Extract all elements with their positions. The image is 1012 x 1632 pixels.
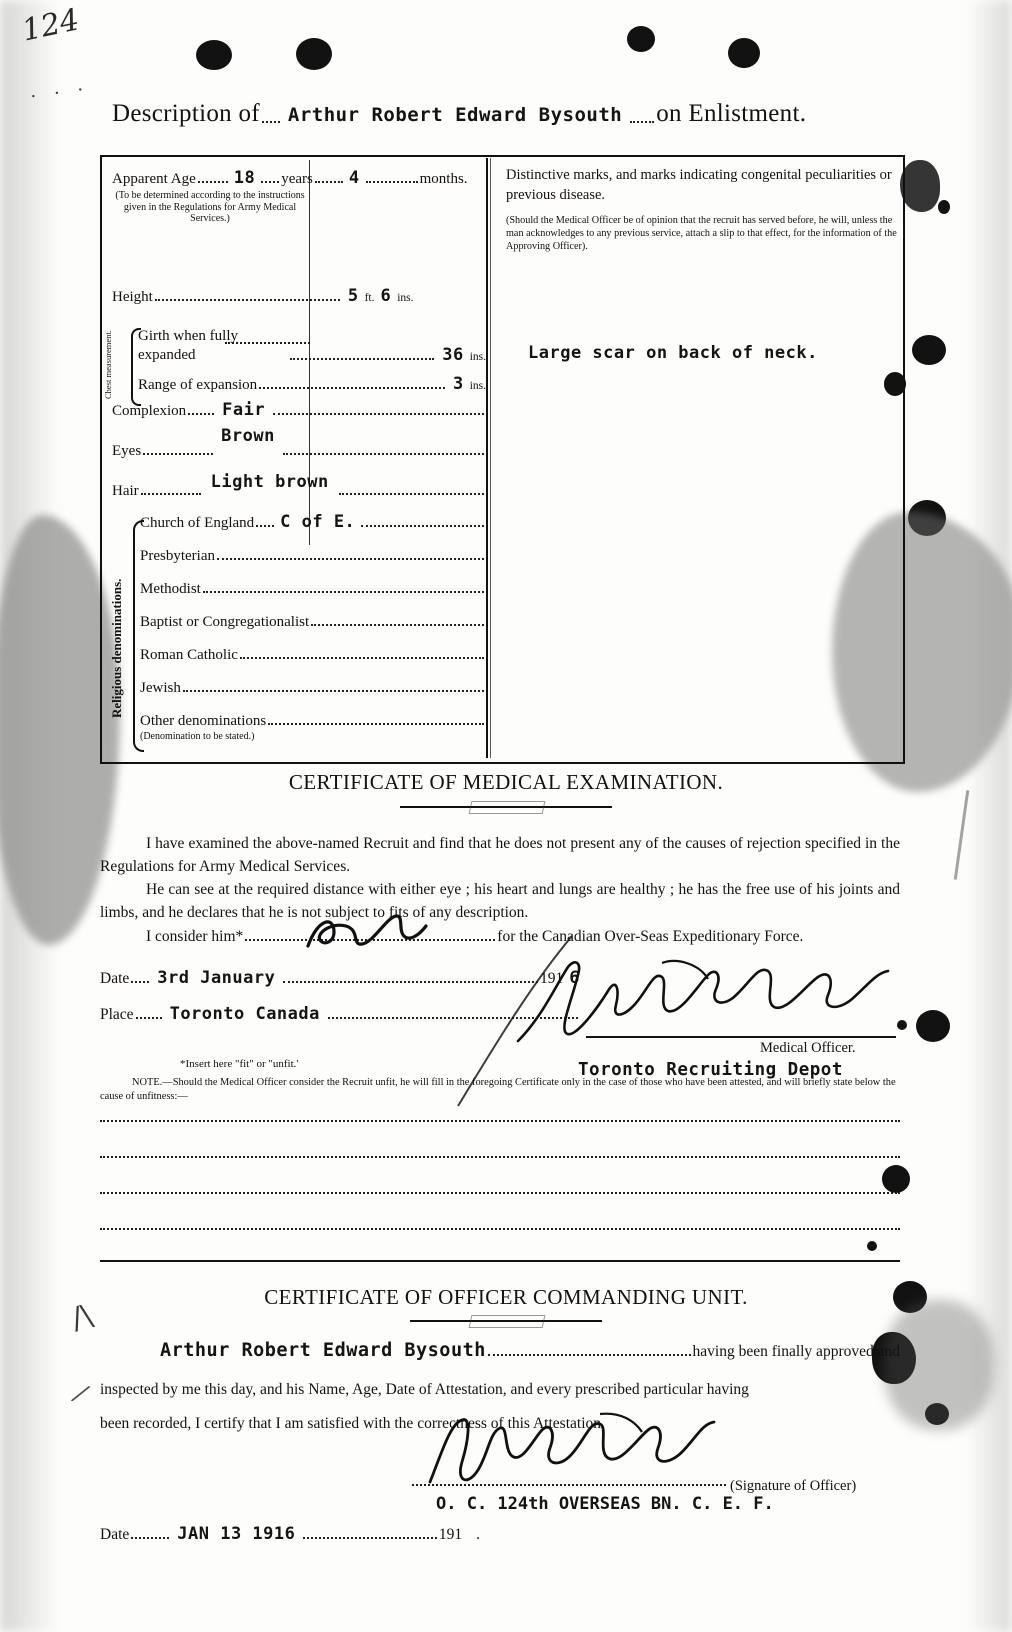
- officer-signature-line: [412, 1484, 726, 1486]
- consider-prefix: I consider him*: [146, 928, 244, 945]
- religion-label-jewish: Jewish: [140, 680, 181, 696]
- medical-paragraph-1: I have examined the above-named Recruit and find that he does not present any of the causes of rejection specified in the Regulations for Army Medical Services.: [100, 835, 900, 876]
- blank-line: [100, 1228, 900, 1230]
- distinctive-marks-value: Large scar on back of neck.: [528, 343, 818, 363]
- officer-year-period: .: [476, 1526, 480, 1543]
- medical-certificate-heading: CERTIFICATE OF MEDICAL EXAMINATION.: [288, 770, 724, 794]
- eyes-value: Brown: [221, 426, 275, 446]
- height-feet-unit: ft.: [364, 292, 375, 304]
- medical-year-prefix: 191: [540, 970, 564, 987]
- distinctive-marks-heading: Distinctive marks, and marks indicating congenital peculiarities or previous disease.: [506, 167, 892, 203]
- officer-cert-line1-tail: having been finally approved and: [692, 1343, 900, 1360]
- distinctive-marks-note: (Should the Medical Officer be of opinion that the recruit has served before, he will, unless the man acknowledges to any previous service, attach a slip to that effect, for the information of the Approving Officer).: [506, 215, 897, 253]
- complexion-label: Complexion: [112, 403, 187, 419]
- ink-blob: [900, 160, 940, 212]
- religion-label-methodist: Methodist: [140, 581, 201, 597]
- height-inches-unit: ins.: [397, 292, 414, 304]
- corner-annotation: 124: [18, 2, 83, 49]
- fit-unfit-footnote: *Insert here "fit" or "unfit.': [180, 1058, 299, 1070]
- apparent-age-months-value: 4: [348, 168, 360, 188]
- chest-measurement-label: Chest measurement.: [103, 330, 113, 400]
- girth-dots: [225, 342, 310, 344]
- title-suffix: on Enlistment.: [656, 100, 807, 127]
- ink-blob: [196, 40, 232, 70]
- officer-cert-name-value: Arthur Robert Edward Bysouth: [160, 1340, 486, 1361]
- officer-date-label: Date: [100, 1526, 130, 1543]
- religion-label-presbyterian: Presbyterian: [140, 548, 215, 564]
- recruit-name-value: Arthur Robert Edward Bysouth: [287, 104, 623, 126]
- box-right-border: [903, 155, 905, 764]
- medical-place-label: Place: [100, 1006, 134, 1023]
- girth-label: Girth when fully expanded: [138, 328, 238, 363]
- blank-line: [100, 1192, 900, 1194]
- ink-blob: [728, 38, 760, 68]
- officer-year-prefix: 191: [438, 1526, 463, 1543]
- recruiting-depot-value: Toronto Recruiting Depot: [578, 1060, 843, 1080]
- months-word: months.: [419, 171, 468, 187]
- height-label: Height: [112, 289, 153, 305]
- heading-ornament: [469, 801, 546, 814]
- medical-place-value: Toronto Canada: [169, 1004, 320, 1024]
- heading-ornament-2: [469, 1315, 546, 1328]
- officer-cert-line3: been recorded, I certify that I am satisfied with the correctness of this Attestation.: [100, 1415, 605, 1432]
- ink-blob: [916, 1010, 950, 1042]
- ink-blob: [912, 335, 946, 365]
- religious-denominations-label: Religious denominations.: [109, 578, 124, 718]
- denomination-note: (Denomination to be stated.): [140, 731, 255, 742]
- height-feet-value: 5: [347, 286, 359, 306]
- ink-blob: [897, 1020, 907, 1030]
- blank-line: [100, 1156, 900, 1158]
- box-mid-divider: [486, 158, 488, 758]
- ink-blob: [627, 26, 655, 52]
- box-top-border: [100, 155, 905, 157]
- height-inches-value: 6: [380, 286, 392, 306]
- hair-value: Light brown: [210, 472, 329, 492]
- unfitness-note: NOTE.—Should the Medical Officer consider the Recruit unfit, he will fill in the foregoing Certificate only in the case of those who have been attested, and will briefly state below the cause of unfitness:—: [100, 1077, 896, 1102]
- scan-edge-shadow: [966, 0, 1012, 1632]
- title-prefix: Description of: [112, 100, 260, 127]
- religion-label-other: Other denominations: [140, 713, 267, 729]
- religion-label-baptist: Baptist or Congregationalist: [140, 614, 310, 630]
- scan-pencil-mark: ⁄: [73, 1380, 88, 1410]
- religion-value: C of E.: [280, 512, 356, 532]
- officer-cert-line2: inspected by me this day, and his Name, Age, Date of Attestation, and every prescribed particular having: [100, 1381, 749, 1398]
- expansion-value: 3: [452, 374, 464, 394]
- eyes-label: Eyes: [112, 443, 142, 459]
- signature-of-officer-label: (Signature of Officer): [730, 1478, 857, 1494]
- religion-label-roman-catholic: Roman Catholic: [140, 647, 238, 663]
- medical-date-value: 3rd January: [157, 968, 276, 988]
- expansion-unit: ins.: [469, 380, 486, 392]
- box-mid-divider-2: [490, 158, 491, 758]
- officer-unit-value: O. C. 124th OVERSEAS BN. C. E. F.: [436, 1494, 774, 1514]
- box-left-border: [100, 155, 102, 764]
- scan-pencil-mark: ∕\: [67, 1297, 97, 1338]
- girth-unit: ins.: [469, 350, 486, 363]
- ink-blob: [867, 1241, 877, 1251]
- section-divider: [100, 1260, 900, 1262]
- years-word: years: [281, 171, 313, 187]
- apparent-age-years-value: 18: [233, 168, 256, 188]
- medical-officer-label: Medical Officer.: [760, 1040, 856, 1056]
- consider-suffix: for the Canadian Over-Seas Expeditionary Force.: [497, 928, 804, 945]
- medical-year-digit: 6: [569, 968, 580, 988]
- ink-blob: [882, 1165, 910, 1193]
- complexion-value: Fair: [222, 400, 266, 420]
- medical-date-label: Date: [100, 970, 130, 987]
- apparent-age-label: Apparent Age: [112, 171, 196, 187]
- ink-blob: [938, 200, 950, 214]
- scan-edge-shadow: [0, 0, 60, 1632]
- hair-label: Hair: [112, 483, 139, 499]
- scan-speckle: · · ·: [28, 77, 92, 109]
- officer-certificate-heading: CERTIFICATE OF OFFICER COMMANDING UNIT.: [264, 1285, 748, 1309]
- medical-officer-rule: [586, 1036, 896, 1038]
- box-bottom-border: [100, 762, 905, 764]
- expansion-label: Range of expansion: [138, 377, 258, 393]
- medical-paragraph-2: He can see at the required distance with either eye ; his heart and lungs are healthy ; he has the free use of his joints and limbs, and he declares that he is not subject to fits of any description.: [100, 881, 900, 922]
- blank-line: [100, 1120, 900, 1122]
- apparent-age-note: (To be determined according to the instructions given in the Regulations for Army Medical Services.): [115, 190, 305, 224]
- girth-value: 36: [442, 344, 464, 365]
- officer-date-value: JAN 13 1916: [177, 1524, 296, 1544]
- ink-blob: [296, 38, 332, 70]
- religion-label-church-of-england: Church of England: [140, 515, 255, 531]
